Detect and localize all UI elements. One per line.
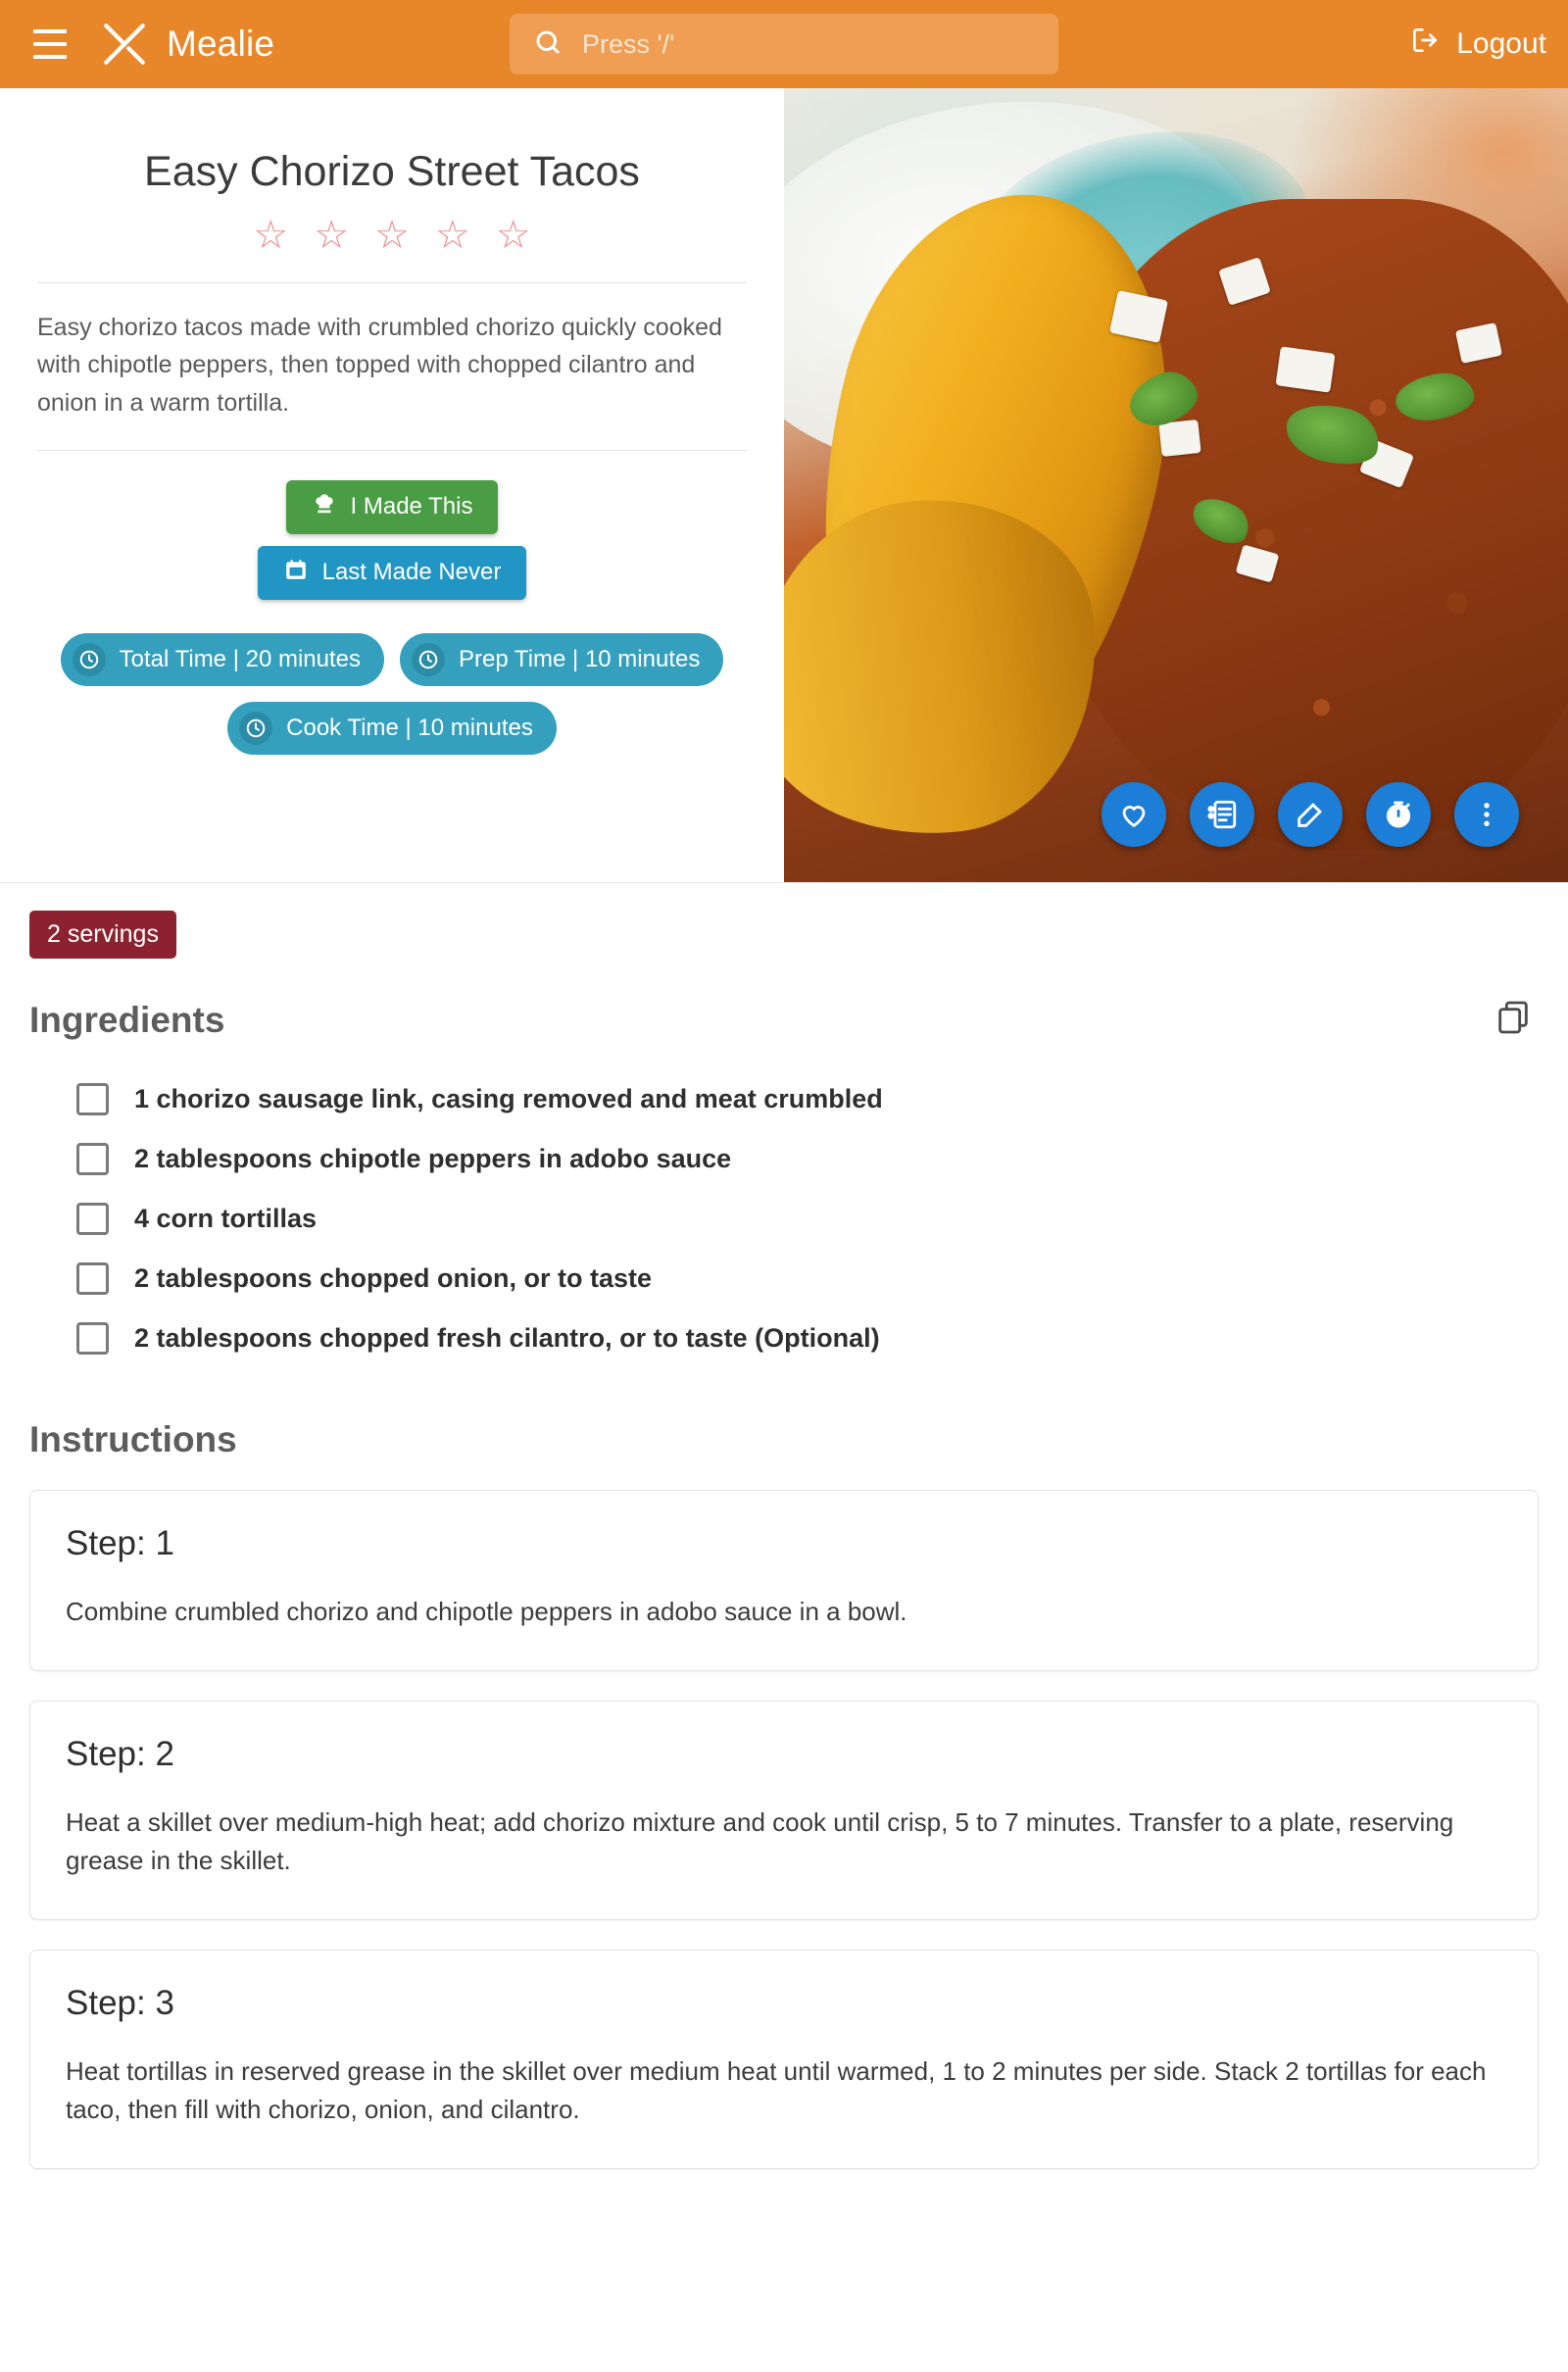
- recipe-description: Easy chorizo tacos made with crumbled chorizo quickly cooked with chipotle peppers, then topped with chopped cilantro and onion in a warm tortilla.: [37, 313, 722, 418]
- recipe-summary-panel: [0, 88, 784, 882]
- step-text: Heat a skillet over medium-high heat; add chorizo mixture and cook until crisp, 5 to 7 minutes. Transfer to a plate, reserving grease in the skillet.: [66, 1807, 1454, 1875]
- search-input[interactable]: [580, 28, 1035, 61]
- clock-icon: [412, 643, 445, 676]
- ingredient-checkbox[interactable]: [76, 1203, 109, 1235]
- chip-cook-time-label: Cook Time | 10 minutes: [286, 714, 533, 741]
- more-vertical-icon[interactable]: [1454, 782, 1519, 847]
- ingredient-list: [29, 1069, 1539, 1368]
- step-title: Step: 1: [66, 1524, 174, 1562]
- brand-name: Mealie: [167, 24, 275, 64]
- chip-prep-time[interactable]: [400, 633, 723, 686]
- edit-pencil-icon[interactable]: [1278, 782, 1343, 847]
- chip-total-time-label: Total Time | 20 minutes: [119, 645, 361, 672]
- favorite-heart-icon[interactable]: [1102, 782, 1166, 847]
- ingredient-checkbox[interactable]: [76, 1143, 109, 1175]
- star-5[interactable]: ☆: [495, 213, 531, 257]
- clock-icon: [73, 643, 106, 676]
- ingredients-header: [29, 992, 1539, 1048]
- star-3[interactable]: ☆: [374, 213, 410, 257]
- ingredient-checkbox[interactable]: [76, 1322, 109, 1355]
- chef-hat-icon: [312, 491, 337, 523]
- logout-label: Logout: [1456, 27, 1546, 60]
- divider-bottom: [37, 450, 747, 451]
- ingredient-checkbox[interactable]: [76, 1262, 109, 1295]
- fork-knife-logo-icon: [100, 20, 149, 69]
- recipe-body: [0, 883, 1568, 2208]
- i-made-this-label: I Made This: [350, 493, 473, 520]
- chip-prep-time-label: Prep Time | 10 minutes: [459, 645, 701, 672]
- servings-badge[interactable]: 2 servings: [29, 911, 176, 959]
- calendar-icon: [283, 557, 309, 589]
- ingredient-label: 2 tablespoons chopped fresh cilantro, or to taste (Optional): [134, 1323, 880, 1353]
- instructions-heading: Instructions: [29, 1419, 237, 1459]
- recipe-image: [784, 88, 1568, 882]
- list-item[interactable]: [29, 1129, 1539, 1189]
- copy-icon[interactable]: [1488, 992, 1539, 1048]
- ingredient-checkbox[interactable]: [76, 1083, 109, 1115]
- ingredients-heading: Ingredients: [29, 999, 225, 1040]
- clock-icon: [239, 712, 272, 745]
- last-made-button[interactable]: [258, 546, 527, 600]
- logout-icon: [1409, 25, 1441, 64]
- time-chip-row: [33, 633, 751, 755]
- ingredient-label: 2 tablespoons chopped onion, or to taste: [134, 1263, 653, 1293]
- shopping-list-icon[interactable]: [1190, 782, 1254, 847]
- instruction-step-3[interactable]: [29, 1950, 1539, 2169]
- step-text: Heat tortillas in reserved grease in the skillet over medium heat until warmed, 1 to 2 minutes per side. Stack 2 tortillas for each taco, then fill with chorizo, onion, and cilantro.: [66, 2056, 1487, 2124]
- recipe-hero: [0, 88, 1568, 883]
- rating-stars[interactable]: [33, 213, 751, 257]
- hamburger-menu-icon[interactable]: [22, 16, 78, 73]
- page-title: Easy Chorizo Street Tacos: [144, 148, 640, 195]
- step-title: Step: 3: [66, 1984, 174, 2022]
- step-title: Step: 2: [66, 1735, 174, 1773]
- list-item[interactable]: [29, 1189, 1539, 1249]
- star-1[interactable]: ☆: [253, 213, 289, 257]
- list-item[interactable]: [29, 1069, 1539, 1129]
- chip-total-time[interactable]: [61, 633, 384, 686]
- list-item[interactable]: [29, 1309, 1539, 1368]
- ingredient-label: 2 tablespoons chipotle peppers in adobo sauce: [134, 1144, 732, 1173]
- logout-button[interactable]: [1409, 25, 1546, 64]
- instruction-step-2[interactable]: [29, 1701, 1539, 1920]
- ingredient-label: 4 corn tortillas: [134, 1204, 318, 1233]
- recipe-action-fabs: [1102, 782, 1519, 847]
- timer-icon[interactable]: [1366, 782, 1431, 847]
- chip-cook-time[interactable]: [227, 702, 557, 755]
- search-bar[interactable]: [510, 14, 1058, 74]
- search-icon: [533, 27, 563, 62]
- star-4[interactable]: ☆: [434, 213, 470, 257]
- app-bar: [0, 0, 1568, 88]
- i-made-this-button[interactable]: [286, 480, 499, 534]
- brand[interactable]: [100, 20, 274, 69]
- star-2[interactable]: ☆: [314, 213, 350, 257]
- recipe-actions: [33, 480, 751, 600]
- instruction-step-1[interactable]: [29, 1490, 1539, 1671]
- recipe-photo: [784, 88, 1568, 882]
- ingredient-label: 1 chorizo sausage link, casing removed and meat crumbled: [134, 1084, 883, 1113]
- list-item[interactable]: [29, 1249, 1539, 1309]
- step-text: Combine crumbled chorizo and chipotle peppers in adobo sauce in a bowl.: [66, 1597, 907, 1626]
- last-made-label: Last Made Never: [321, 559, 502, 586]
